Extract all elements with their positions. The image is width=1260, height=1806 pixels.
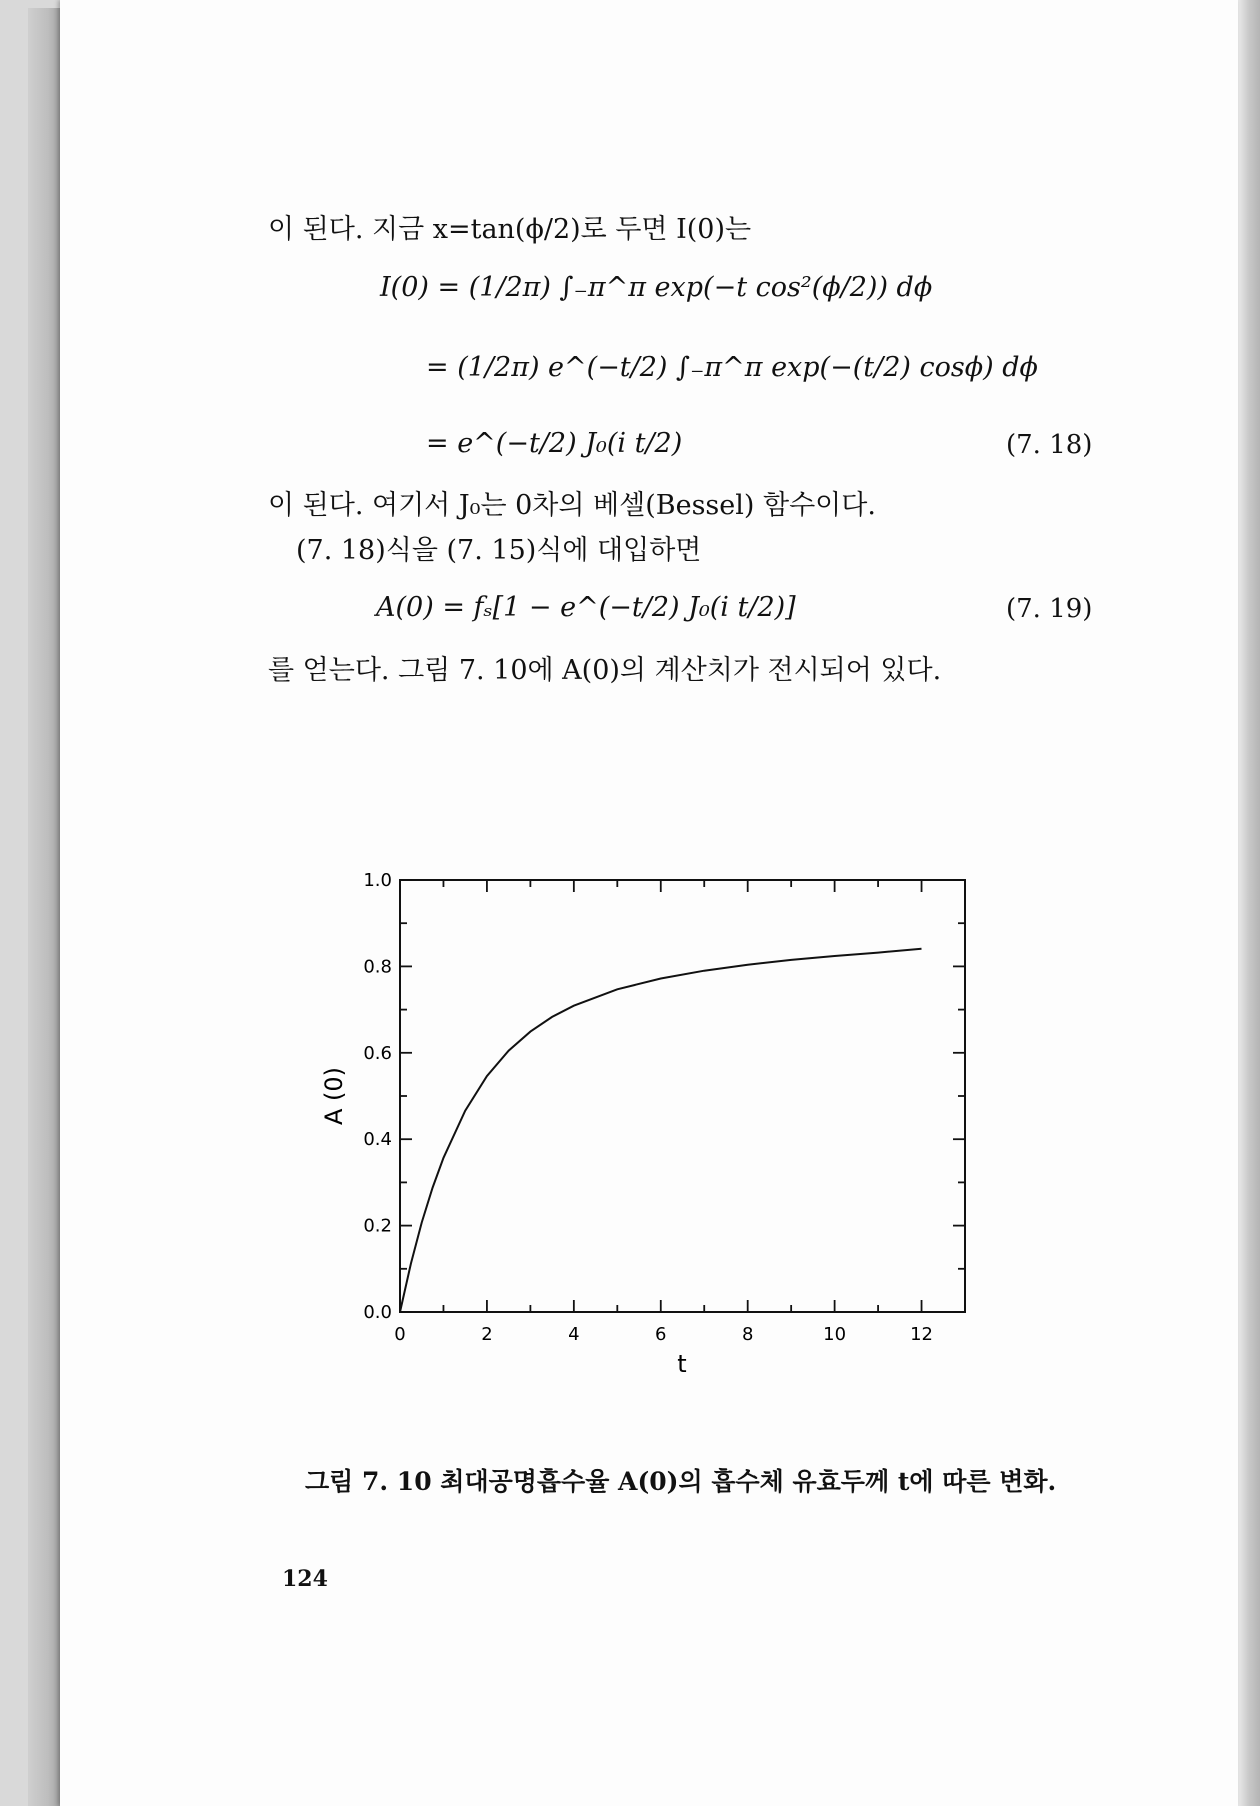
x-tick-label: 12 (910, 1324, 933, 1345)
equation-4: A(0) = fₛ[1 − e^(−t/2) J₀(i t/2)] (376, 592, 796, 623)
equation-3-number: (7. 18) (1006, 430, 1093, 460)
text-line-4: 를 얻는다. 그림 7. 10에 A(0)의 계산치가 전시되어 있다. (268, 655, 942, 686)
y-tick-label: 0.6 (363, 1042, 392, 1064)
x-tick-label: 10 (823, 1324, 847, 1345)
x-tick-label: 6 (655, 1324, 667, 1345)
equation-3: = e^(−t/2) J₀(i t/2) (426, 428, 683, 459)
x-tick-label: 0 (394, 1324, 406, 1345)
book-left-edge (28, 8, 62, 1806)
figure-7-10-chart (290, 850, 1050, 1410)
text-line-2: 이 된다. 여기서 J₀는 0차의 베셀(Bessel) 함수이다. (268, 490, 876, 521)
x-tick-label: 2 (481, 1324, 493, 1345)
page-number: 124 (282, 1566, 328, 1592)
book-right-edge (1238, 0, 1260, 1806)
equation-4-number: (7. 19) (1006, 594, 1093, 624)
x-tick-label: 4 (568, 1324, 580, 1345)
x-axis-label: t (677, 1350, 687, 1378)
equation-2: = (1/2π) e^(−t/2) ∫₋π^π exp(−(t/2) cosϕ) dϕ (426, 352, 1038, 383)
y-tick-label: 0.0 (363, 1302, 392, 1323)
y-axis-label: A (0) (320, 1066, 348, 1126)
text-line-1: 이 된다. 지금 x=tan(ϕ/2)로 두면 I(0)는 (268, 214, 752, 245)
text-line-3: (7. 18)식을 (7. 15)식에 대입하면 (296, 535, 702, 566)
plot-frame (400, 880, 965, 1312)
y-tick-label: 1.0 (363, 870, 392, 891)
y-tick-label: 0.8 (363, 956, 392, 978)
equation-1: I(0) = (1/2π) ∫₋π^π exp(−t cos²(ϕ/2)) dϕ (380, 272, 933, 303)
figure-caption: 그림 7. 10 최대공명흡수율 A(0)의 흡수체 유효두께 t에 따른 변화. (305, 1467, 1057, 1496)
y-tick-label: 0.2 (363, 1215, 392, 1237)
x-tick-label: 8 (741, 1324, 754, 1345)
page (60, 0, 1238, 1806)
y-tick-label: 0.4 (363, 1129, 392, 1151)
series-line (400, 949, 922, 1312)
